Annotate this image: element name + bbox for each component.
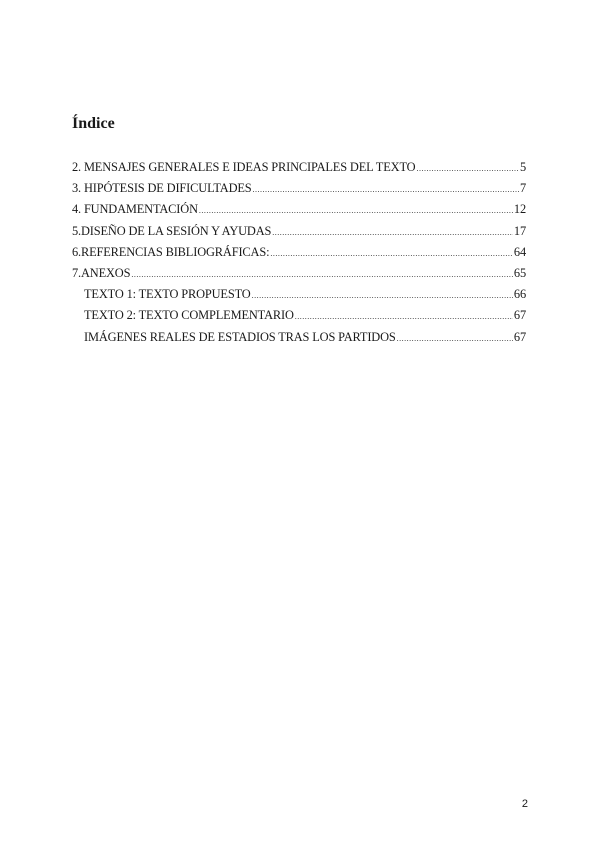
dot-leader: [199, 203, 513, 219]
toc-entry-page: 12: [513, 202, 526, 217]
toc-entry-label: TEXTO 1: TEXTO PROPUESTO: [84, 287, 251, 302]
toc-entry[interactable]: [72, 180, 526, 201]
toc-subentry[interactable]: [72, 329, 526, 350]
toc-entry-label: 6.REFERENCIAS BIBLIOGRÁFICAS:: [72, 244, 270, 259]
dot-leader: [252, 288, 513, 304]
toc-entry-page: 65: [513, 265, 526, 280]
toc-entry-page: 66: [513, 287, 526, 302]
toc-entry[interactable]: [72, 244, 526, 265]
toc-entry-label: IMÁGENES REALES DE ESTADIOS TRAS LOS PARTIDOS: [84, 329, 396, 344]
toc-entry-page: 67: [513, 308, 526, 323]
toc-entry-label: TEXTO 2: TEXTO COMPLEMENTARIO: [84, 308, 294, 323]
toc-entry[interactable]: [72, 223, 526, 244]
dot-leader: [272, 225, 513, 241]
dot-leader: [131, 267, 513, 283]
toc-subentry[interactable]: [72, 307, 526, 328]
toc-entry-label: 4. FUNDAMENTACIÓN: [72, 202, 198, 217]
toc-entry-page: 67: [513, 329, 526, 344]
toc-list: [72, 159, 526, 350]
toc-entry-label: 7.ANEXOS: [72, 265, 131, 280]
toc-entry-page: 17: [513, 223, 526, 238]
dot-leader: [295, 309, 513, 325]
toc-entry-label: 2. MENSAJES GENERALES E IDEAS PRINCIPALES DEL TEXTO: [72, 160, 416, 174]
toc-entry[interactable]: [72, 159, 526, 180]
dot-leader: [270, 246, 513, 262]
toc-entry-page: 7: [519, 181, 526, 196]
page-number: 2: [521, 798, 528, 810]
toc-entry-label: 5.DISEÑO DE LA SESIÓN Y AYUDAS: [72, 223, 272, 238]
toc-entry-label: 3. HIPÓTESIS DE DIFICULTADES: [72, 181, 252, 196]
toc-entry[interactable]: [72, 265, 526, 286]
dot-leader: [416, 161, 519, 177]
toc-entry[interactable]: [72, 201, 526, 222]
toc-title: Índice: [72, 115, 115, 132]
toc-subentry[interactable]: [72, 286, 526, 307]
toc-entry-page: 5: [519, 160, 526, 174]
dot-leader: [397, 331, 513, 347]
dot-leader: [253, 182, 519, 198]
toc-entry-page: 64: [513, 244, 526, 259]
